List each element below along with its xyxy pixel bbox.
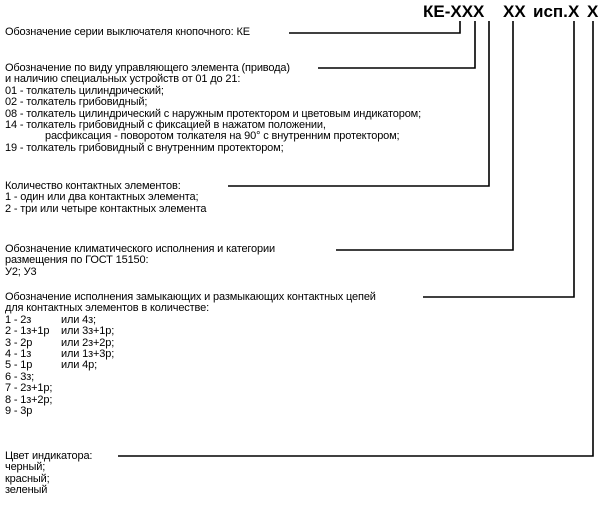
series-leader-line [289, 21, 460, 33]
contacts-item-a: 4 - 1з [5, 347, 32, 360]
color-block [5, 451, 92, 497]
contacts-item-a: 1 - 2з [5, 313, 32, 326]
contacts-item-a: 7 - 2з+1р; [5, 382, 53, 395]
climate-title: Обозначение климатического исполнения и категории [5, 243, 275, 255]
contacts-item-b: или 3з+1р; [61, 325, 115, 338]
color-item: зеленый [5, 484, 48, 497]
contacts-item-a: 6 - 3з; [5, 370, 35, 383]
series-title: Обозначение серии выключателя кнопочного: КЕ [5, 26, 250, 38]
count-title: Количество контактных элементов: [5, 180, 181, 192]
code-contacts: Х [568, 2, 580, 21]
contacts-item [5, 360, 376, 371]
contacts-item-a: 3 - 2р [5, 336, 33, 349]
actuator-item-continuation: расфиксация - поворотом толкателя на 90° с внутренним протектором; [45, 130, 400, 143]
contacts-item-a: 9 - 3р [5, 404, 33, 417]
actuator-item: 19 - толкатель грибовидный с внутренним протектором; [5, 141, 284, 154]
actuator-item: 08 - толкатель цилиндрический с наружным протектором и цветовым индикатором; [5, 107, 421, 120]
contacts-item-a: 2 - 1з+1р [5, 325, 50, 338]
color-item: черный; [5, 461, 46, 474]
climate-value: У2; У3 [5, 265, 37, 278]
contacts-item [5, 406, 376, 417]
color-title: Цвет индикатора: [5, 450, 93, 462]
contacts-title: Обозначение исполнения замыкающих и размыкающих контактных цепей [5, 291, 376, 303]
code-series: КЕ-ХХХ [423, 2, 485, 21]
contacts-leader-line [423, 21, 574, 297]
count-block [5, 181, 206, 215]
actuator-item: 02 - толкатель грибовидный; [5, 96, 148, 109]
contacts-block [5, 292, 376, 417]
actuator-title: Обозначение по виду управляющего элемента (привода) [5, 62, 290, 74]
color-item: красный; [5, 472, 50, 485]
series-block [5, 27, 250, 38]
contacts-item-b: или 2з+2р; [61, 336, 115, 349]
contacts-item [5, 372, 376, 383]
actuator-item: 14 - толкатель грибовидный с фиксацией в нажатом положении, [5, 118, 326, 131]
contacts-item-a: 8 - 1з+2р; [5, 393, 53, 406]
code-color: Х [587, 2, 599, 21]
climate-block [5, 244, 275, 278]
contacts-item-a: 5 - 1р [5, 359, 33, 372]
contacts-item-b: или 4з; [61, 313, 96, 326]
actuator-subtitle: и наличию специальных устройств от 01 до 21: [5, 73, 241, 86]
count-item: 1 - один или два контактных элемента; [5, 191, 199, 204]
contacts-subtitle: для контактных элементов в количестве: [5, 302, 209, 315]
actuator-item: 01 - толкатель цилиндрический; [5, 84, 164, 97]
actuator-leader-line [318, 21, 475, 68]
code-prefix: исп. [533, 2, 568, 21]
contacts-item [5, 383, 376, 394]
contacts-item [5, 395, 376, 406]
count-item: 2 - три или четыре контактных элемента [5, 202, 207, 215]
climate-subtitle: размещения по ГОСТ 15150: [5, 254, 149, 267]
actuator-block [5, 63, 421, 154]
contacts-item-b: или 4р; [61, 359, 98, 372]
code-climate: ХХ [503, 2, 526, 21]
contacts-item-b: или 1з+3р; [61, 347, 115, 360]
